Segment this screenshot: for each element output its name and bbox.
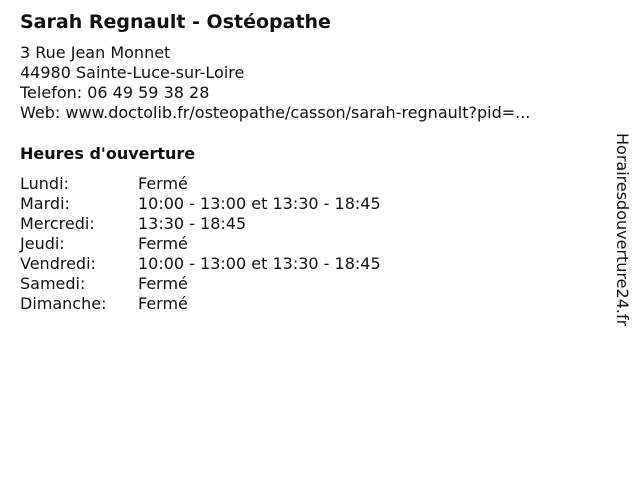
hours-value: Fermé [138,234,188,253]
site-watermark-text: Horairesdouverture24.fr [613,133,632,327]
hours-value: 13:30 - 18:45 [138,214,247,233]
business-title: Sarah Regnault - Ostéopathe [20,11,331,33]
website-link[interactable]: Web: www.doctolib.fr/osteopathe/casson/sarah-regnault?pid=... [20,103,531,122]
contact-block [20,43,530,123]
hours-value: Fermé [138,274,188,293]
day-label: Mardi: [20,194,70,213]
phone-number: Telefon: 06 49 59 38 28 [20,83,210,102]
opening-hours-heading: Heures d'ouverture [20,144,196,163]
day-label: Samedi: [20,274,86,293]
address-city: 44980 Sainte-Luce-sur-Loire [20,63,245,82]
hours-value: 10:00 - 13:00 et 13:30 - 18:45 [138,254,381,273]
day-label: Jeudi: [20,234,65,253]
address-street: 3 Rue Jean Monnet [20,43,171,62]
hours-value: Fermé [138,174,188,193]
day-label: Dimanche: [20,294,107,313]
day-label: Mercredi: [20,214,95,233]
site-watermark [611,133,637,347]
day-label: Vendredi: [20,254,96,273]
day-label: Lundi: [20,174,69,193]
hours-value: Fermé [138,294,188,313]
hours-value: 10:00 - 13:00 et 13:30 - 18:45 [138,194,381,213]
